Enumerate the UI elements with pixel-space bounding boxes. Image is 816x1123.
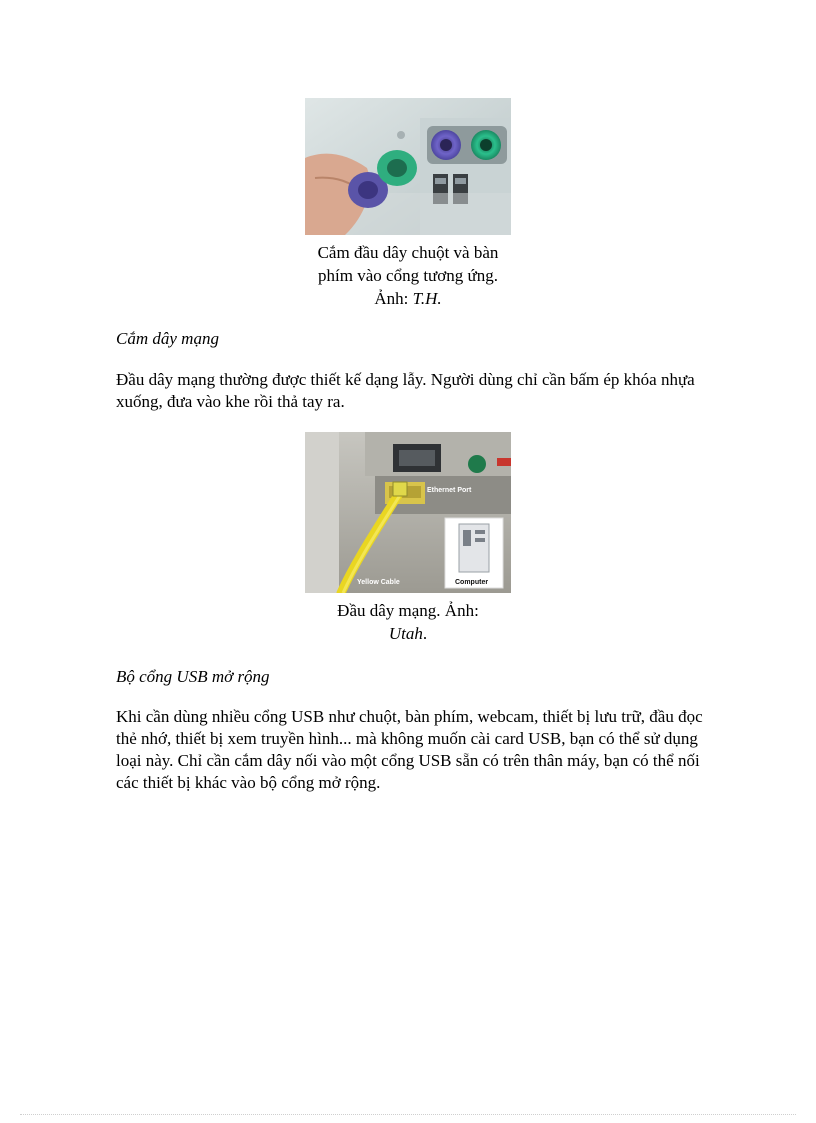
caption-line: Cắm đầu dây chuột và bàn bbox=[317, 243, 499, 262]
credit-prefix: Ảnh: bbox=[374, 289, 413, 308]
ps2-connectors-photo bbox=[305, 98, 511, 235]
ethernet-port-label: Ethernet Port bbox=[427, 487, 472, 494]
credit-name: Utah bbox=[388, 624, 423, 643]
credit-name: T.H. bbox=[412, 289, 442, 308]
paragraph-network: Đầu dây mạng thường được thiết kế dạng lẫy. Người dùng chỉ cần bấm ép khóa nhựa xuống, đưa vào khe rồi thả tay ra. bbox=[116, 370, 695, 411]
yellow-cable-label: Yellow Cable bbox=[357, 579, 400, 586]
figure-ethernet-caption bbox=[0, 599, 816, 645]
credit-suffix: . bbox=[422, 624, 428, 643]
figure-ethernet bbox=[0, 432, 816, 645]
ethernet-cable-photo bbox=[305, 432, 511, 593]
caption-line: phím vào cổng tương ứng. bbox=[318, 266, 498, 285]
caption-line: Đầu dây mạng. Ảnh: bbox=[337, 601, 479, 620]
figure-ps2-caption bbox=[0, 241, 816, 310]
section-heading-network: Cắm dây mạng bbox=[116, 329, 219, 348]
paragraph-usb: Khi cần dùng nhiều cổng USB như chuột, bàn phím, webcam, thiết bị lưu trữ, đầu đọc thẻ nhớ, thiết bị xem truyền hình... mà không muốn cài card USB, bạn có thể sử dụng loại này. Chỉ cần cắm dây nối vào một cổng USB sẵn có trên thân máy, bạn có thể nối các thiết bị khác vào bộ cổng mở rộng. bbox=[116, 707, 703, 792]
figure-ps2 bbox=[0, 98, 816, 310]
caption-credit bbox=[0, 622, 816, 645]
computer-label: Computer bbox=[455, 579, 489, 586]
page-bottom-divider bbox=[20, 1114, 796, 1115]
caption-credit bbox=[0, 287, 816, 310]
section-heading-usb: Bộ cổng USB mở rộng bbox=[116, 667, 270, 686]
